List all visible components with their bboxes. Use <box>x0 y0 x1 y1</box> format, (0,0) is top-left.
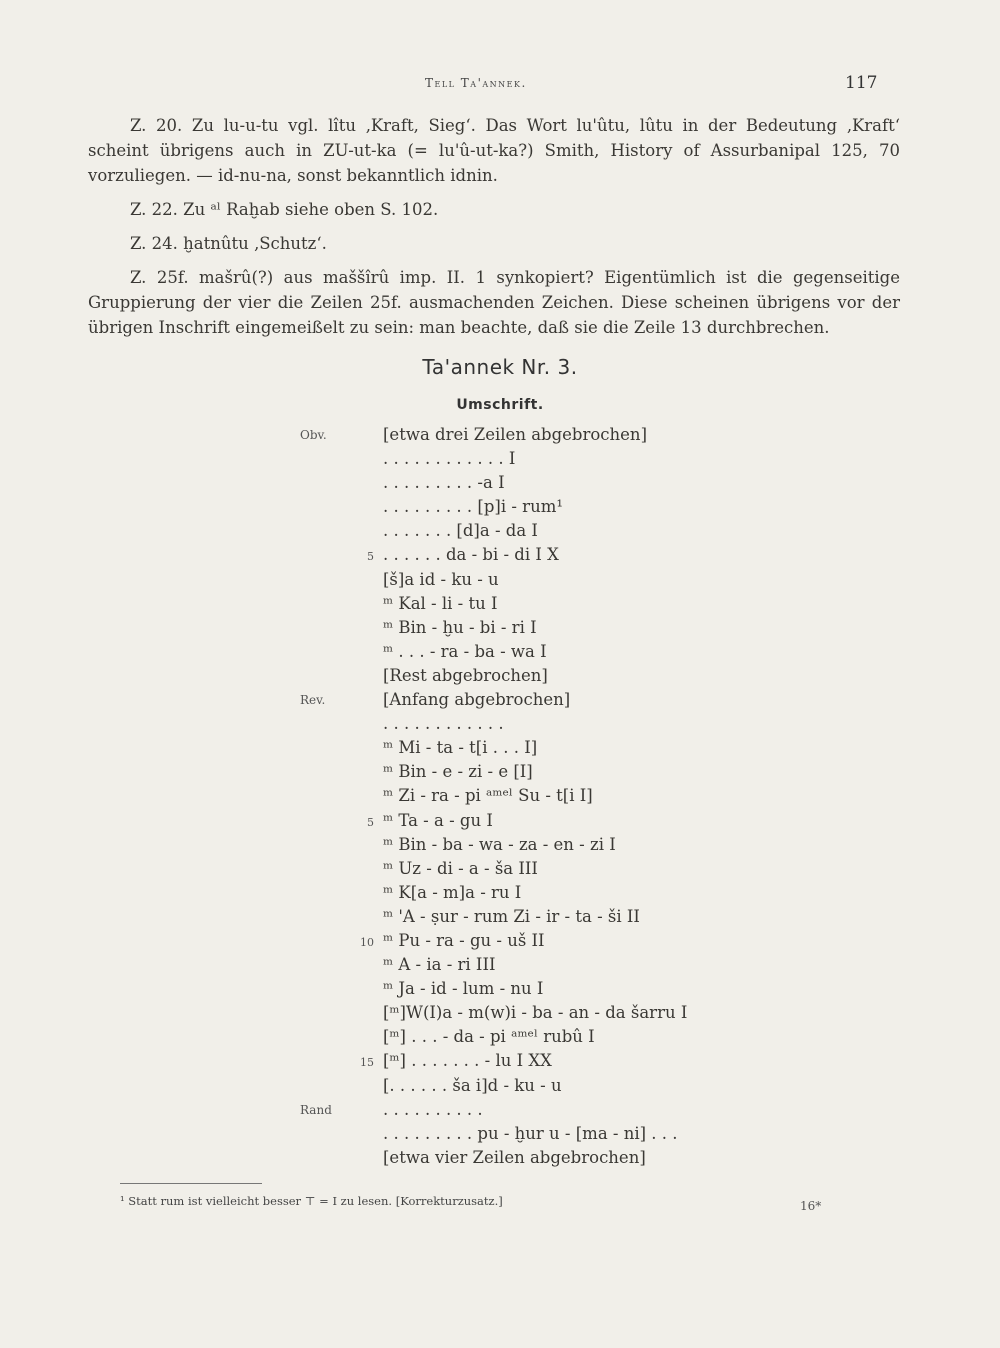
translit-text: ᵐ Ta - a - gu I <box>383 810 493 830</box>
translit-text: [etwa drei Zeilen abgebrochen] <box>383 425 647 444</box>
translit-text: [ᵐ]W(I)a - m(w)i - ba - an - da šarru I <box>383 1003 688 1023</box>
transliteration-block <box>0 424 1000 1171</box>
translit-line <box>0 834 1000 858</box>
translit-line <box>0 472 1000 496</box>
translit-line <box>0 1099 1000 1123</box>
translit-text: ᵐ Zi - ra - pi ᵃᵐᵉˡ Su - t[i I] <box>383 786 593 806</box>
translit-text: ᵐ Ja - id - lum - nu I <box>383 979 544 999</box>
footnote: ¹ Statt rum ist vielleicht besser ⊤ = I zu lesen. [Korrekturzusatz.] <box>120 1194 503 1208</box>
translit-text: ᵐ Bin - ba - wa - za - en - zi I <box>383 834 616 854</box>
translit-text: [etwa vier Zeilen abgebrochen] <box>383 1147 646 1167</box>
translit-line <box>0 1026 1000 1050</box>
translit-line <box>0 1075 1000 1099</box>
translit-line <box>0 520 1000 544</box>
translit-text: ᵐ . . . - ra - ba - wa I <box>383 641 547 661</box>
translit-text: . . . . . . . . . -a I <box>383 473 505 493</box>
translit-line <box>0 882 1000 906</box>
translit-text: ᵐ 'A - ṣur - rum Zi - ir - ta - ši II <box>383 906 640 926</box>
translit-text: ᵐ Mi - ta - t[i . . . I] <box>383 738 538 758</box>
translit-text: . . . . . . . [d]a - da I <box>383 521 538 541</box>
translit-line <box>0 641 1000 665</box>
translit-text: ᵐ Bin - ḫu - bi - ri I <box>383 617 537 637</box>
translit-text: ᵐ Kal - li - tu I <box>383 593 498 613</box>
translit-text: . . . . . . . . . . . . I <box>383 449 516 469</box>
translit-text: . . . . . . . . . . . . <box>383 714 504 734</box>
translit-text: [ᵐ] . . . - da - pi ᵃᵐᵉˡ rubû I <box>383 1027 595 1047</box>
line-number: 10 <box>360 935 374 949</box>
side-label: Obv. <box>300 428 327 442</box>
translit-line <box>0 496 1000 520</box>
translit-line <box>0 448 1000 472</box>
translit-line <box>0 569 1000 593</box>
translit-text: ᵐ Bin - e - zi - e [I] <box>383 762 533 782</box>
note-z25f: Z. 25f. mašrû(?) aus maššîrû imp. II. 1 synkopiert? Eigentümlich ist die gegenseitige Gruppierung der vier die Zeilen 25f. ausmachenden Zeichen. Diese scheinen übrigens vor der übrigen Inschrift eingemeißelt zu sein: man beachte, daß sie die Zeile 13 durchbrechen. <box>88 268 900 337</box>
translit-text: . . . . . . . . . pu - ḫur u - [ma - ni] . . . <box>383 1123 678 1143</box>
translit-line <box>0 737 1000 761</box>
section-subtitle: Umschrift. <box>456 397 544 413</box>
running-head <box>0 73 1000 96</box>
translit-line <box>0 954 1000 978</box>
translit-line <box>0 906 1000 930</box>
translit-text: ᵐ Uz - di - a - ša III <box>383 858 538 878</box>
translit-line <box>0 1147 1000 1171</box>
line-number: 5 <box>367 550 374 564</box>
translit-text: [Anfang abgebrochen] <box>383 690 571 710</box>
translit-line <box>0 544 1000 568</box>
translit-text: ᵐ Pu - ra - gu - uš II <box>383 930 545 950</box>
translit-line <box>0 1002 1000 1026</box>
translit-text: [š]a id - ku - u <box>383 569 499 589</box>
translit-line <box>0 593 1000 617</box>
translit-text: [ᵐ] . . . . . . . - lu I XX <box>383 1051 552 1071</box>
side-label: Rand <box>300 1102 332 1117</box>
translit-text: [. . . . . . ša i]d - ku - u <box>383 1075 562 1095</box>
translit-line <box>0 810 1000 834</box>
translit-text: . . . . . . . . . . <box>383 1099 483 1119</box>
translit-text: ᵐ A - ia - ri III <box>383 955 496 975</box>
translit-line <box>0 617 1000 641</box>
section-title: Ta'annek Nr. 3. <box>422 355 578 379</box>
translit-text: ᵐ K[a - m]a - ru I <box>383 882 522 902</box>
translit-line <box>0 424 1000 448</box>
translit-line <box>0 1050 1000 1074</box>
translit-text: . . . . . . . . . [p]i - rum¹ <box>383 497 563 517</box>
page-number: 117 <box>845 73 878 93</box>
translit-line <box>0 930 1000 954</box>
running-head-title: Tell Ta'annek. <box>425 76 527 90</box>
footnote-rule <box>120 1183 262 1184</box>
printer-signature: 16* <box>800 1199 822 1213</box>
translit-line <box>0 761 1000 785</box>
line-number: 15 <box>360 1056 374 1070</box>
side-label: Rev. <box>300 693 326 708</box>
translit-line <box>0 713 1000 737</box>
translit-line <box>0 665 1000 689</box>
translit-line <box>0 978 1000 1002</box>
commentary-notes <box>88 113 900 349</box>
translit-line <box>0 785 1000 809</box>
note-z20: Z. 20. Zu lu-u-tu vgl. lîtu ‚Kraft, Sieg‘. Das Wort lu'ûtu, lûtu in der Bedeutung ‚Kraft‘ scheint übrigens auch in ZU-ut-ka (= lu'û-ut-ka?) Smith, History of Assurbanipal 125, 70 vorzuliegen. — id-nu-na, sonst bekanntlich idnin. <box>88 116 900 185</box>
translit-text: [Rest abgebrochen] <box>383 665 548 685</box>
note-z24: Z. 24. ḫatnûtu ‚Schutz‘. <box>130 234 327 253</box>
translit-line <box>0 689 1000 713</box>
translit-line <box>0 1123 1000 1147</box>
translit-line <box>0 858 1000 882</box>
translit-text: . . . . . . da - bi - di I X <box>383 545 559 565</box>
note-z22: Z. 22. Zu ᵃˡ Raḫab siehe oben S. 102. <box>130 200 439 219</box>
line-number: 5 <box>367 815 374 829</box>
